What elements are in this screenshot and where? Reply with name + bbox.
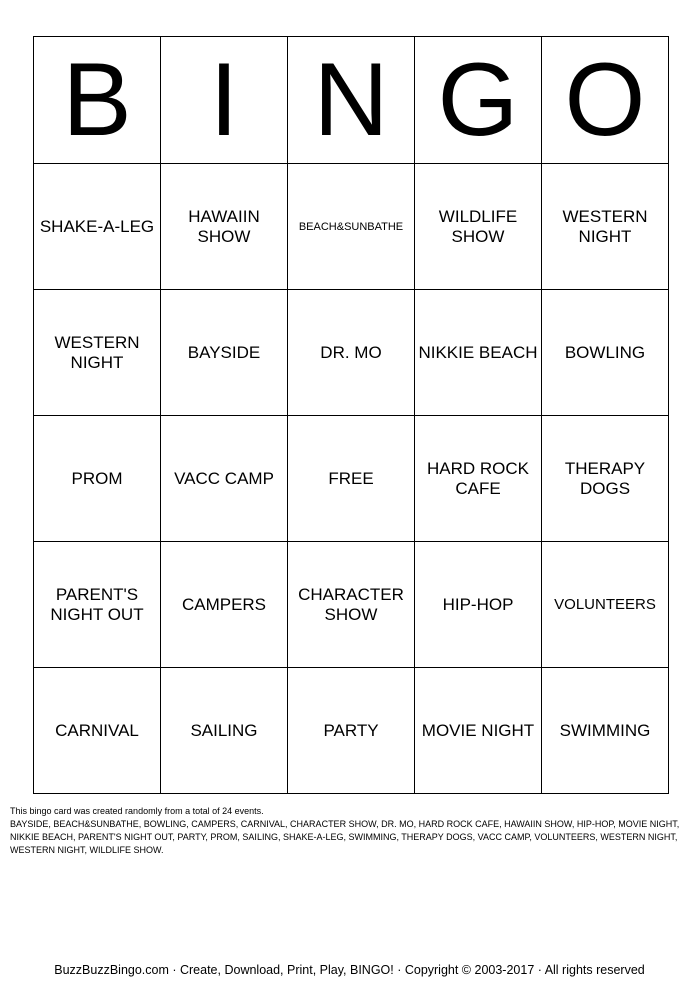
bingo-cell: NIKKIE BEACH [415,290,542,416]
free-space-cell: FREE [288,416,415,542]
bingo-cell: PARTY [288,668,415,794]
bingo-row [34,164,669,290]
bingo-card [33,36,669,794]
bingo-cell: SWIMMING [542,668,669,794]
header-letter-i: I [161,37,288,164]
bingo-row [34,542,669,668]
bingo-cell: BAYSIDE [161,290,288,416]
bingo-cell: CAMPERS [161,542,288,668]
bingo-cell: MOVIE NIGHT [415,668,542,794]
header-letter-o: O [542,37,669,164]
bingo-cell: PARENT'S NIGHT OUT [34,542,161,668]
bingo-cell: DR. MO [288,290,415,416]
bingo-cell: WESTERN NIGHT [542,164,669,290]
bingo-cell: PROM [34,416,161,542]
page-footer: BuzzBuzzBingo.com · Create, Download, Print, Play, BINGO! · Copyright © 2003-2017 · All rights reserved [54,963,645,977]
bingo-cell: VOLUNTEERS [542,542,669,668]
header-letter-g: G [415,37,542,164]
bingo-cell: HARD ROCK CAFE [415,416,542,542]
bingo-cell: WILDLIFE SHOW [415,164,542,290]
bingo-row [34,290,669,416]
bingo-header-row [34,37,669,164]
bingo-row [34,668,669,794]
bingo-cell: SHAKE-A-LEG [34,164,161,290]
bingo-cell: THERAPY DOGS [542,416,669,542]
bingo-cell: CHARACTER SHOW [288,542,415,668]
notes-intro: This bingo card was created randomly from a total of 24 events. [10,806,264,816]
header-letter-n: N [288,37,415,164]
bingo-cell: BEACH&SUNBATHE [288,164,415,290]
header-letter-b: B [34,37,161,164]
notes-event-list: BAYSIDE, BEACH&SUNBATHE, BOWLING, CAMPERS, CARNIVAL, CHARACTER SHOW, DR. MO, HARD ROCK CAFE, HAWAIIN SHOW, HIP-HOP, MOVIE NIGHT, NIKKIE BEACH, PARENT'S NIGHT OUT, PARTY, PROM, SAILING, SHAKE-A-LEG, SWIMMING, THERAPY DOGS, VACC CAMP, VOLUNTEERS, WESTERN NIGHT, WESTERN NIGHT, WILDLIFE SHOW. [10,819,680,855]
bingo-cell: HIP-HOP [415,542,542,668]
bingo-cell: WESTERN NIGHT [34,290,161,416]
bingo-cell: BOWLING [542,290,669,416]
card-notes [10,805,685,857]
bingo-cell: HAWAIIN SHOW [161,164,288,290]
bingo-cell: SAILING [161,668,288,794]
bingo-cell: CARNIVAL [34,668,161,794]
bingo-cell: VACC CAMP [161,416,288,542]
bingo-row [34,416,669,542]
